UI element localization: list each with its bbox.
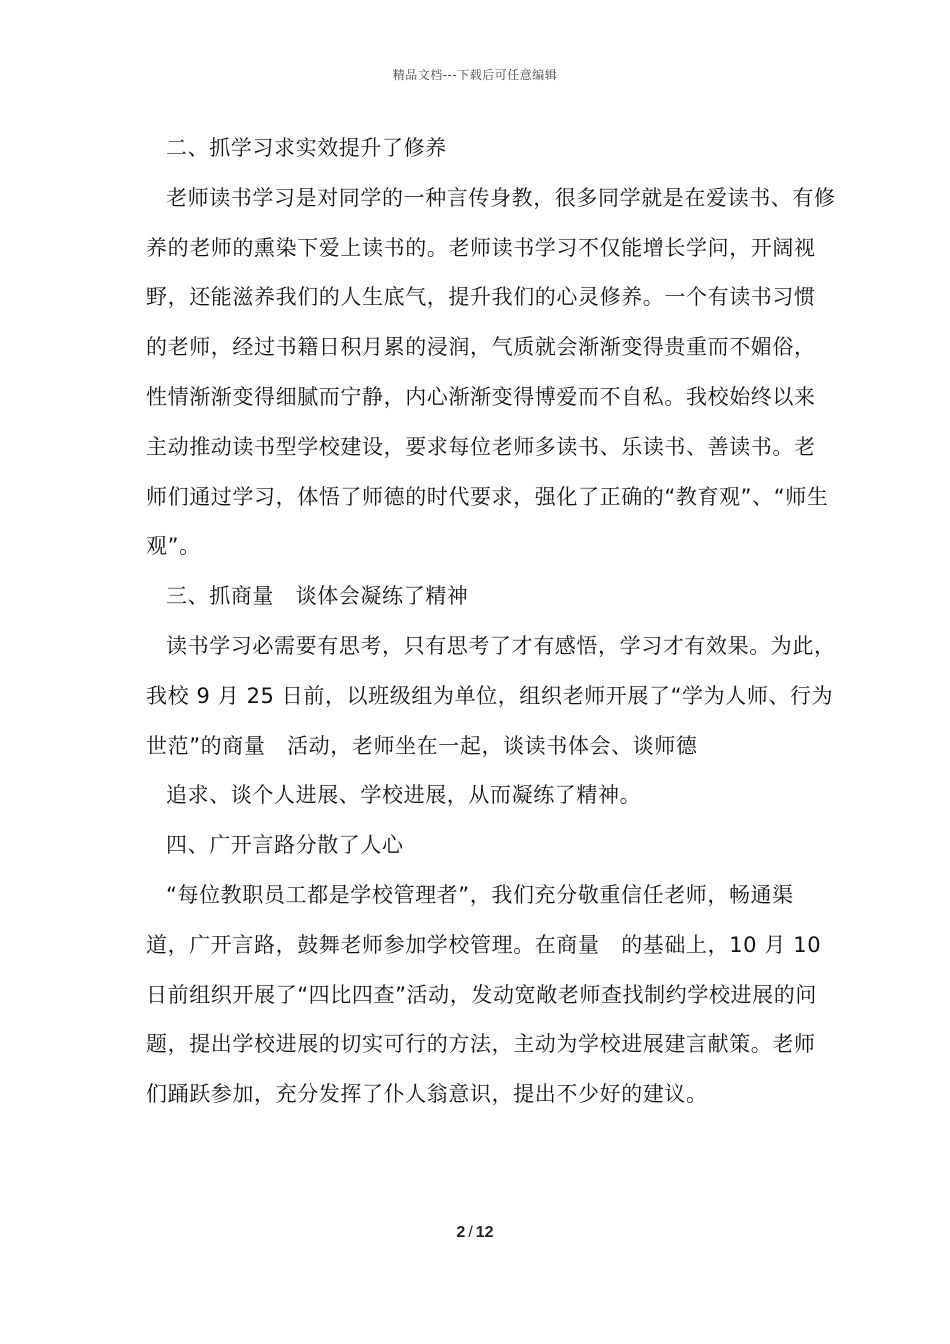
section-3-paragraph: 读书学习必需要有思考，只有思考了才有感悟，学习才有效果。为此，我校 9 月 25 日前，以班级组为单位，组织老师开展了“学为人师、行为世范”的商量 活动，老师坐在一起，谈读书体会、谈师德: [146, 633, 836, 758]
section-3-heading: 三、抓商量 谈体会凝练了精神: [166, 584, 469, 609]
current-page-number: 2: [456, 1224, 466, 1241]
section-2-heading: 二、抓学习求实效提升了修养: [166, 136, 447, 160]
document-body: [146, 124, 836, 1120]
page-number-separator: /: [468, 1224, 473, 1241]
section-4-heading: 四、广开言路分散了人心: [166, 833, 404, 858]
section-3-continuation: 追求、谈个人进展、学校进展，从而凝练了精神。: [166, 783, 642, 808]
section-2-paragraph: 老师读书学习是对同学的一种言传身教，很多同学就是在爱读书、有修养的老师的熏染下爱上读书的。老师读书学习不仅能增长学问，开阔视野，还能滋养我们的人生底气，提升我们的心灵修养。一个有读书习惯的老师，经过书籍日积月累的浸润，气质就会渐渐变得贵重而不媚俗，性情渐渐变得细腻而宁静，内心渐渐变得博爱而不自私。我校始终以来主动推动读书型学校建设，要求每位老师多读书、乐读书、善读书。老师们通过学习，体悟了师德的时代要求，强化了正确的“教育观”、“师生观”。: [146, 185, 836, 559]
total-pages-number: 12: [475, 1224, 494, 1241]
page-header: 精品文档---下载后可任意编辑: [392, 68, 558, 82]
page-number: [0, 1224, 950, 1242]
section-4-paragraph: “每位教职员工都是学校管理者”，我们充分敬重信任老师，畅通渠道，广开言路，鼓舞老师参加学校管理。在商量 的基础上，10 月 10 日前组织开展了“四比四查”活动，发动宽敞老师查找制约学校进展的问题，提出学校进展的切实可行的方法，主动为学校进展建言献策。老师们踊跃参加，充分发挥了仆人翁意识，提出不少好的建议。: [146, 882, 822, 1107]
